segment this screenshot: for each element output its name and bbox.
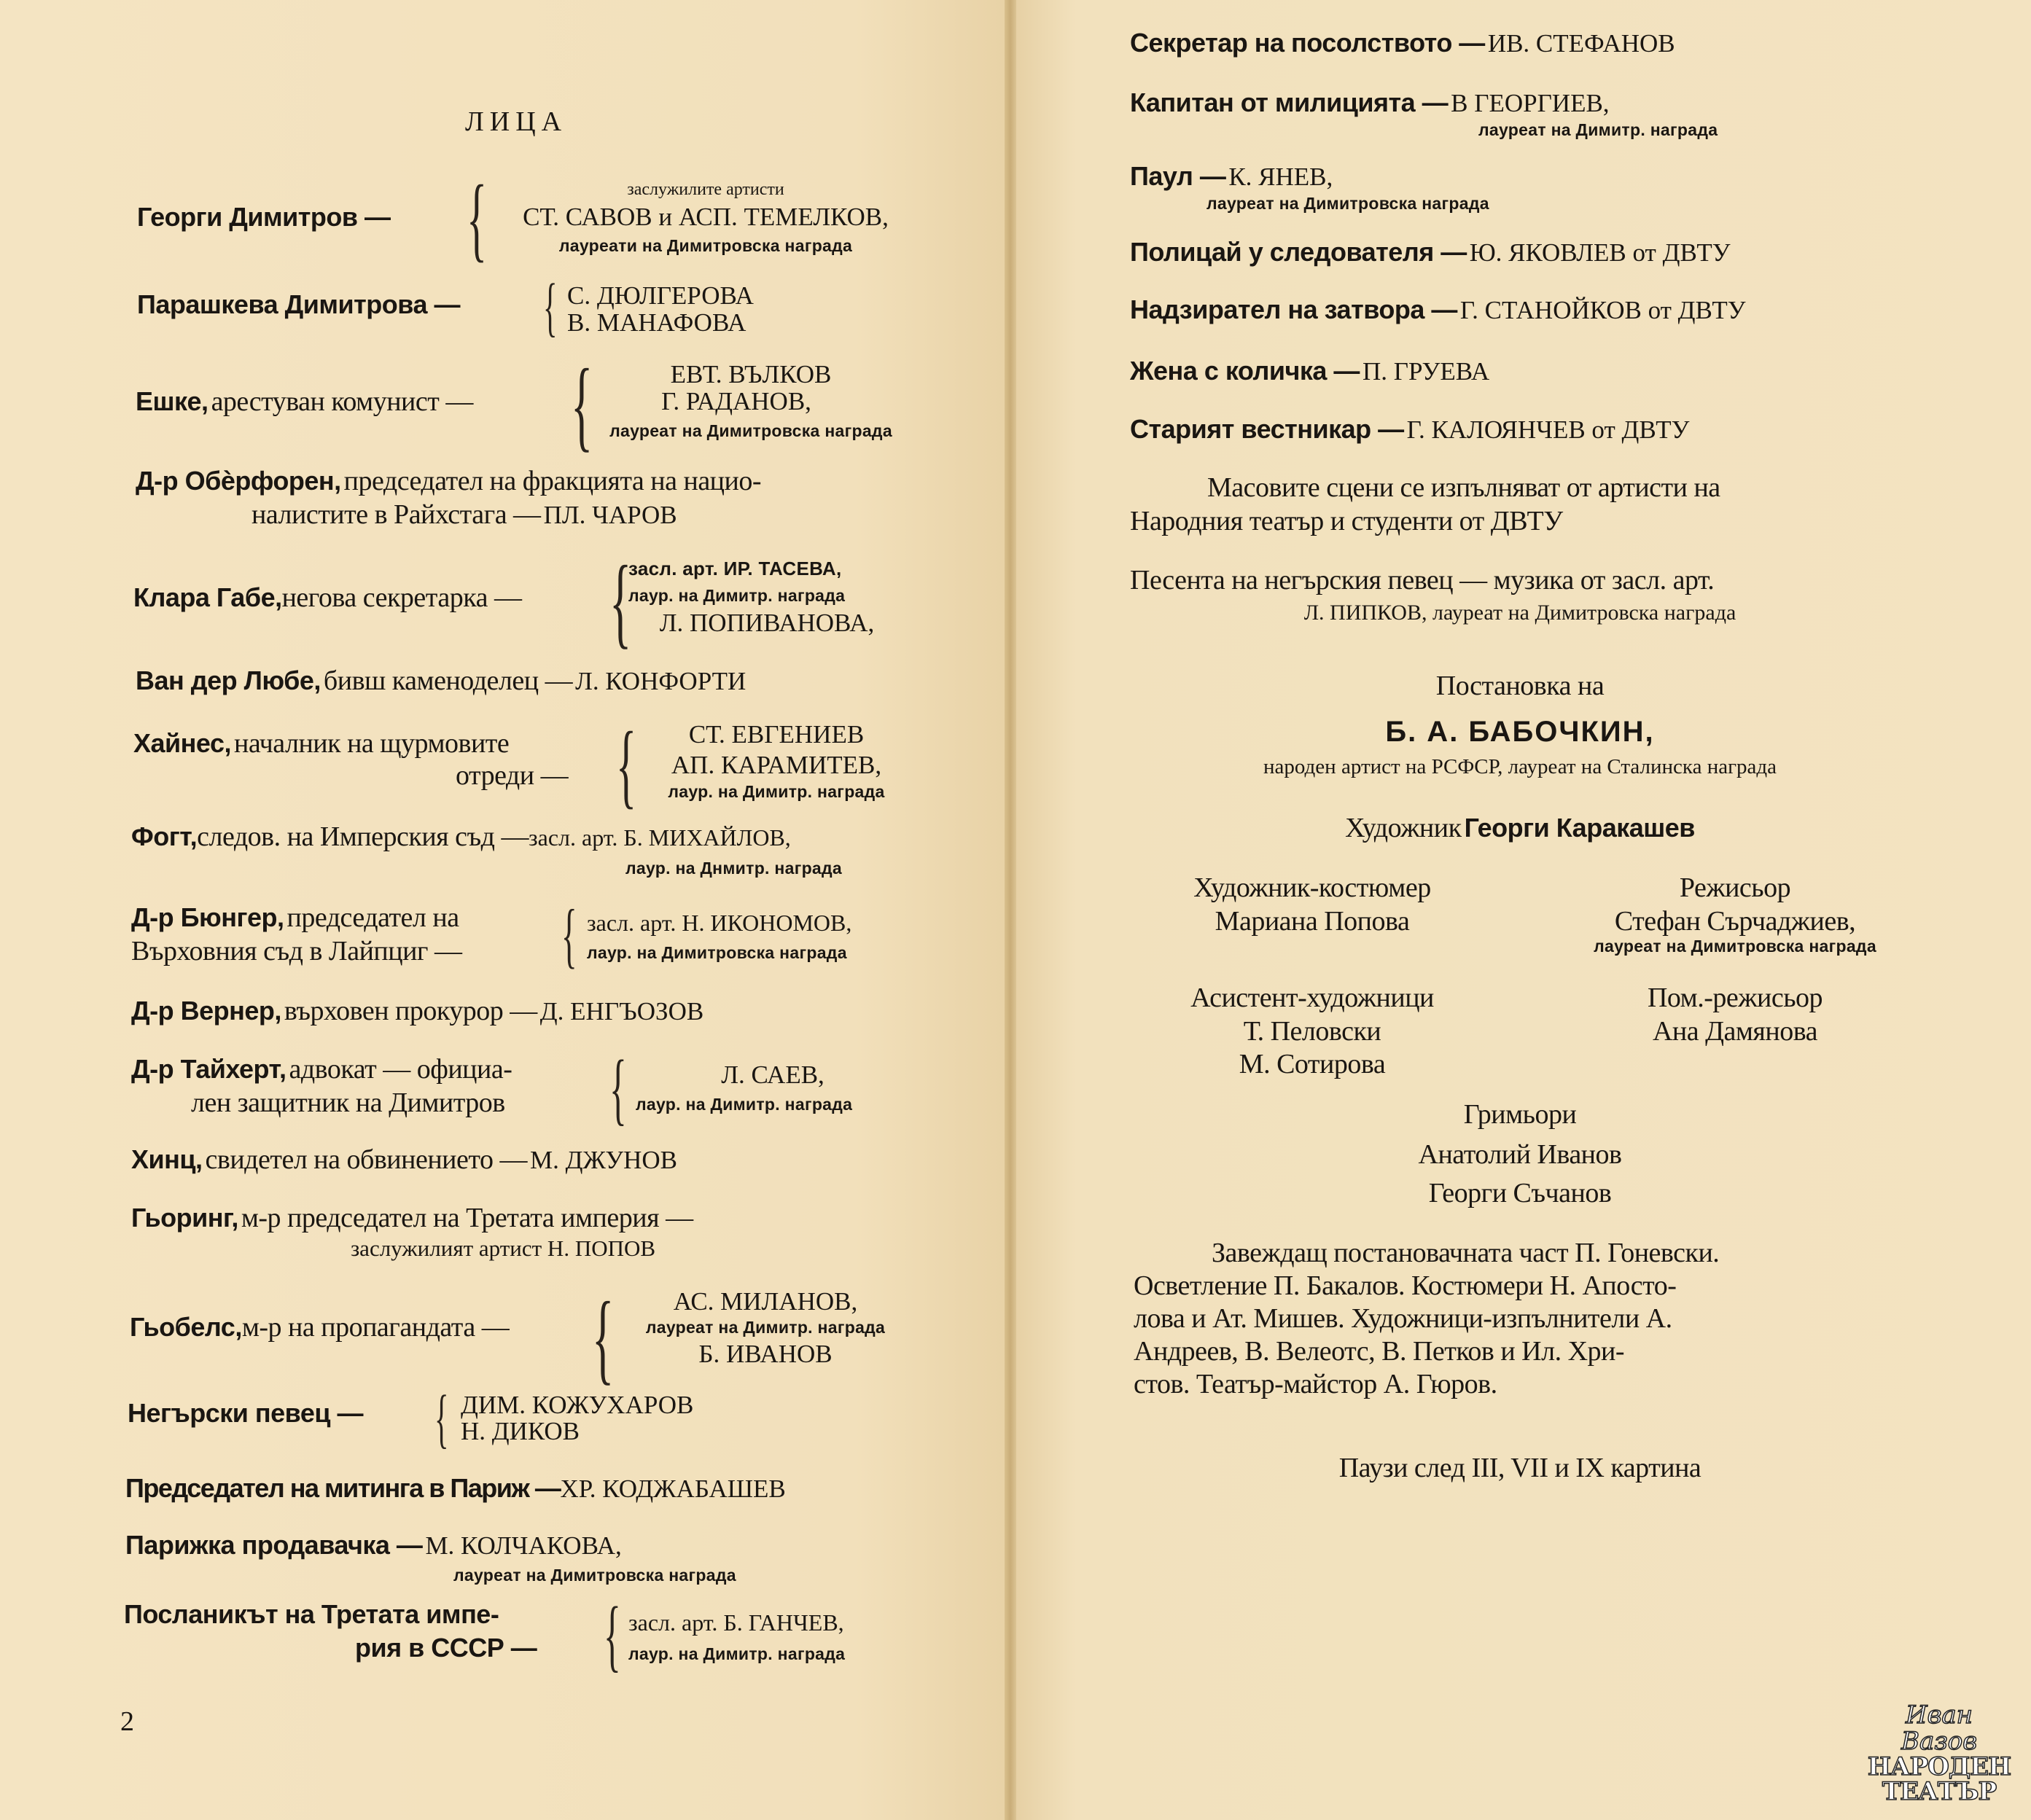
- actor-name: С. ДЮЛГЕРОВА: [567, 281, 754, 310]
- logo-script: Иван Вазов: [1901, 1700, 1978, 1756]
- role-desc: лен защитник на Димитров: [191, 1087, 505, 1118]
- role-line: [136, 386, 473, 418]
- artist-line: [1130, 812, 1910, 844]
- role-name: Д-р Тайхерт,: [131, 1054, 286, 1084]
- role-name: Гьоринг,: [131, 1203, 238, 1233]
- role-desc: следов. на Имперския съд —: [197, 821, 529, 852]
- role-name: Паул —: [1130, 161, 1226, 191]
- role-name: Гьобелс,: [130, 1312, 242, 1342]
- actor-name: ДИМ. КОЖУХАРОВ: [461, 1391, 694, 1419]
- role-line: [131, 902, 459, 934]
- actor-note: лаур. на Димитр. награда: [636, 1095, 853, 1114]
- intermissions: Паузи след III, VII и IX картина: [1338, 1453, 1701, 1483]
- role-desc: върховен прокурор —: [284, 996, 537, 1026]
- staff-line: лова и Ат. Мишев. Художници-изпълнители А.: [1134, 1303, 1672, 1334]
- role-name: рия в СССР —: [355, 1633, 537, 1663]
- role-line: [125, 1530, 622, 1561]
- role-line: [136, 665, 746, 697]
- role-name: Старият вестникар —: [1130, 414, 1404, 444]
- actor-name: К. ЯНЕВ,: [1228, 163, 1333, 191]
- actor-name: В. МАНАФОВА: [567, 308, 746, 337]
- mass-scenes-line: Народния театър и студенти от ДВТУ: [1130, 506, 1563, 536]
- actor-name: Г. КАЛОЯНЧЕВ от ДВТУ: [1406, 415, 1690, 444]
- role-line: [1130, 414, 1689, 445]
- role-name: Хинц,: [131, 1144, 203, 1174]
- actor-note: заслужилите артисти: [627, 180, 784, 199]
- role-name: Посланикът на Третата импе-: [124, 1599, 499, 1629]
- role-line: [130, 1311, 509, 1343]
- actor-name: СТ. САВОВ и АСП. ТЕМЕЛКОВ,: [523, 203, 889, 231]
- regisseur-note: лауреат на Димитровска награда: [1594, 937, 1876, 956]
- brace: {: [561, 894, 577, 975]
- national-theatre-logo: [1866, 1700, 2012, 1806]
- role-line: [133, 582, 521, 614]
- brace: {: [543, 271, 558, 343]
- role-line: [131, 995, 703, 1027]
- artist-label: Художник: [1345, 813, 1462, 843]
- director-note: народен артист на РСФСР, лауреат на Сталинска награда: [1263, 755, 1777, 778]
- actor-name: АС. МИЛАНОВ,: [673, 1287, 858, 1316]
- actor-name: Л. ПОПИВАНОВА,: [659, 609, 875, 637]
- brace: {: [604, 1590, 621, 1679]
- role-name: Хайнес,: [133, 728, 231, 758]
- actor-note: [628, 558, 842, 580]
- actor-name: Ю. ЯКОВЛЕВ от ДВТУ: [1469, 238, 1731, 267]
- assistant-name: Т. Пеловски: [1243, 1016, 1381, 1047]
- director-name: Б. А. БАБОЧКИН,: [1385, 716, 1655, 748]
- actor-name: Г. СТАНОЙКОВ от ДВТУ: [1459, 296, 1746, 324]
- actor-name: В ГЕОРГИЕВ,: [1451, 89, 1610, 117]
- role-line: [1130, 294, 1746, 325]
- actor-name: Л. САЕВ,: [721, 1061, 825, 1089]
- actor-note: лауреат на Димитр. награда: [645, 1318, 886, 1337]
- staff-line: Завеждащ постановачната част П. Гоневски.: [1212, 1238, 1720, 1268]
- assistants-title: Асистент-художници: [1190, 983, 1434, 1013]
- role-name: Полицай у следователя —: [1130, 237, 1467, 267]
- role-desc: Върховния съд в Лайпциг —: [131, 936, 462, 966]
- role-desc: бивш каменоделец —: [323, 665, 573, 696]
- role-line: [1130, 87, 1610, 118]
- role-line: [125, 1473, 786, 1504]
- role-desc: м-р председател на Третата империя —: [241, 1203, 693, 1233]
- song-line: Л. ПИПКОВ, лауреат на Димитровска награда: [1303, 601, 1736, 625]
- role-name: Георги Димитров —: [137, 202, 391, 232]
- actor-name: АП. КАРАМИТЕВ,: [671, 751, 882, 779]
- role-desc: председател на фракцията на нацио-: [343, 466, 762, 496]
- actor-name: заслужилият артист Н. ПОПОВ: [350, 1235, 656, 1261]
- page-number: 2: [120, 1706, 134, 1737]
- assistant-name: М. Сотирова: [1239, 1049, 1386, 1079]
- role-name: Парашкева Димитрова —: [137, 289, 460, 319]
- role-name: Д-р Вернер,: [131, 996, 281, 1026]
- role-desc: председател на: [286, 902, 459, 933]
- actor-name: ПЛ. ЧАРОВ: [543, 501, 677, 529]
- role-line: [1130, 356, 1489, 386]
- brace: {: [609, 545, 632, 658]
- role-name: Секретар на посолството —: [1130, 28, 1485, 58]
- role-name: Ешке,: [136, 386, 208, 416]
- role-desc: м-р на пропагандата —: [241, 1312, 510, 1343]
- staff-line: стов. Театър-майстор А. Гюров.: [1134, 1369, 1497, 1399]
- actor-line: [277, 1235, 729, 1262]
- production-label: Постановка на: [1435, 671, 1605, 701]
- role-desc: адвокат — официа-: [289, 1054, 512, 1085]
- role-desc: негова секретарка —: [281, 582, 522, 613]
- actor-note: лауреат на Димитровска награда: [609, 421, 892, 440]
- actor-note: лауреат на Димитровска награда: [453, 1566, 736, 1585]
- makeup-name: Георги Съчанов: [1428, 1178, 1612, 1208]
- role-desc: арестуван комунист —: [211, 386, 473, 417]
- role-name: Ван дер Любе,: [136, 665, 321, 695]
- book-gutter: [1005, 0, 1016, 1820]
- regisseur-title: Режисьор: [1679, 872, 1791, 903]
- role-name: Капитан от милицията —: [1130, 87, 1449, 117]
- role-name: Д-р Бюнгер,: [131, 902, 284, 932]
- song-line: Песента на негърския певец — музика от засл. арт.: [1130, 565, 1715, 595]
- actor-name: засл. арт. Б. МИХАЙЛОВ,: [529, 824, 791, 851]
- actor-name: Б. ИВАНОВ: [698, 1340, 833, 1368]
- logo-line: НАРОДЕН: [1867, 1752, 2011, 1781]
- role-name: Жена с количка —: [1130, 356, 1360, 386]
- actor-name: ИВ. СТЕФАНОВ: [1487, 29, 1675, 58]
- role-desc: началник на щурмовите: [233, 728, 510, 759]
- actor-name: М. КОЛЧАКОВА,: [425, 1531, 622, 1560]
- role-line: [131, 1202, 693, 1234]
- brace: {: [434, 1383, 449, 1455]
- role-line: [131, 1144, 677, 1176]
- role-line: [1130, 161, 1333, 192]
- actor-note: лаур. на Димитровска награда: [587, 943, 847, 962]
- actor-note: лаур. на Димитр. награда: [628, 586, 846, 605]
- actor-name: СТ. ЕВГЕНИЕВ: [688, 720, 865, 749]
- role-name: Фогт,: [131, 821, 198, 851]
- role-desc: свидетел на обвинението —: [205, 1144, 527, 1175]
- role-name: Негърски певец —: [128, 1398, 363, 1428]
- regisseur-name: Стефан Сърчаджиев,: [1614, 906, 1856, 937]
- actor-name: засл. арт. Н. ИКОНОМОВ,: [587, 910, 852, 936]
- actor-name: Л. КОНФОРТИ: [575, 667, 746, 695]
- role-desc: отреди —: [456, 760, 569, 791]
- mass-scenes-line: Масовите сцени се изпълняват от артисти на: [1207, 472, 1720, 503]
- makeup-title: Гримьори: [1463, 1099, 1577, 1130]
- actor-note: лаур. на Димитр. награда: [628, 1644, 846, 1663]
- actor-note: лаур. на Димитр. награда: [668, 782, 885, 801]
- role-line: [252, 499, 677, 531]
- role-line: [131, 821, 791, 853]
- brace: {: [592, 1281, 615, 1394]
- role-name: Клара Габе,: [133, 582, 282, 612]
- makeup-name: Анатолий Иванов: [1418, 1139, 1622, 1170]
- brace: {: [571, 348, 593, 461]
- role-desc: налистите в Райхстага —: [252, 499, 541, 530]
- artist-name: Георги Каракашев: [1464, 813, 1695, 843]
- staff-line: Осветление П. Бакалов. Костюмери Н. Апосто-: [1134, 1270, 1677, 1301]
- role-line: [136, 465, 761, 497]
- brace: {: [467, 166, 488, 271]
- cast-heading: ЛИЦА: [465, 106, 568, 137]
- actor-note: лауреат на Димитровска награда: [1206, 194, 1489, 213]
- role-name: Д-р Обѐрфорен,: [136, 466, 341, 496]
- role-line: [131, 1053, 512, 1085]
- costume-name: Мариана Попова: [1215, 906, 1410, 937]
- staff-line: Андреев, В. Велеотс, В. Петков и Ил. Хри-: [1134, 1336, 1625, 1367]
- actor-name: Д. ЕНГЪОЗОВ: [539, 997, 704, 1026]
- role-name: Парижка продавачка —: [125, 1530, 423, 1560]
- actor-name: засл. арт. Б. ГАНЧЕВ,: [628, 1609, 844, 1636]
- actor-name: П. ГРУЕВА: [1362, 357, 1490, 386]
- role-name: Надзирател на затвора —: [1130, 294, 1457, 324]
- actor-note: лаур. на Днмитр. награда: [625, 859, 843, 878]
- actor-note: лауреат на Димитр. награда: [1478, 120, 1718, 139]
- costume-title: Художник-костюмер: [1193, 872, 1431, 903]
- role-name: Председател на митинга в Париж —: [125, 1473, 561, 1503]
- actor-note: лауреати на Димитровска награда: [558, 236, 853, 255]
- role-line: [133, 727, 509, 759]
- actor-name: Г. РАДАНОВ,: [661, 387, 811, 415]
- asst-regisseur-name: Ана Дамянова: [1652, 1016, 1818, 1047]
- role-line: [1130, 237, 1731, 267]
- actor-name: ЕВТ. ВЪЛКОВ: [670, 360, 832, 388]
- brace: {: [609, 1044, 627, 1133]
- asst-regisseur-title: Пом.-режисьор: [1647, 983, 1823, 1013]
- actor-name: ХР. КОДЖАБАШЕВ: [560, 1475, 786, 1503]
- logo-line: ТЕАТЪР: [1882, 1777, 1997, 1806]
- actor-name: засл. арт. ИР. ТАСЕВА,: [628, 558, 842, 579]
- brace: {: [616, 713, 637, 818]
- role-line: [1130, 28, 1675, 58]
- actor-name: Н. ДИКОВ: [461, 1417, 580, 1445]
- actor-name: М. ДЖУНОВ: [529, 1146, 678, 1174]
